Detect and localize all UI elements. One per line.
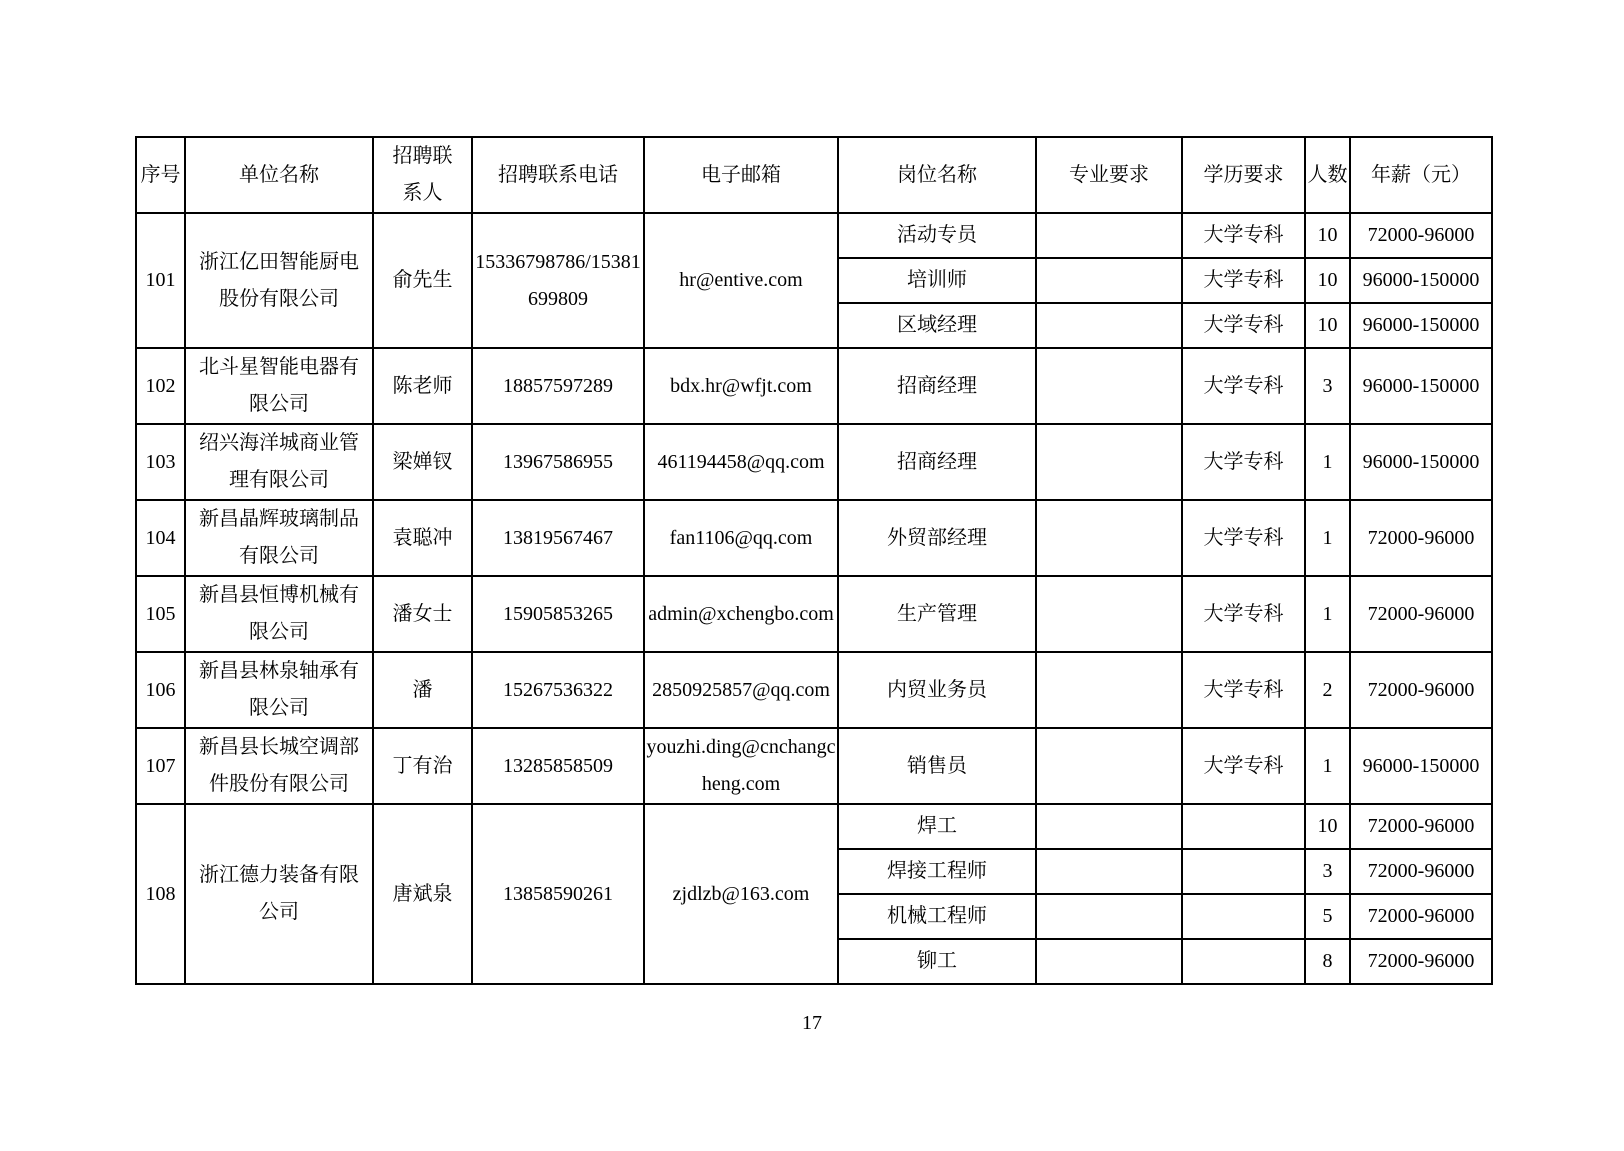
cell-phone: 15267536322 (472, 652, 644, 728)
cell-company: 新昌县长城空调部件股份有限公司 (185, 728, 373, 804)
cell-contact: 袁聪冲 (373, 500, 472, 576)
cell-contact: 潘 (373, 652, 472, 728)
cell-salary: 96000-150000 (1350, 303, 1492, 348)
table-row (136, 652, 1492, 728)
cell-major (1036, 849, 1182, 894)
cell-email: hr@entive.com (644, 213, 838, 348)
cell-salary: 96000-150000 (1350, 424, 1492, 500)
table-row (136, 348, 1492, 424)
table-row (136, 500, 1492, 576)
cell-email: fan1106@qq.com (644, 500, 838, 576)
cell-phone: 13967586955 (472, 424, 644, 500)
cell-major (1036, 348, 1182, 424)
cell-major (1036, 258, 1182, 303)
cell-salary: 72000-96000 (1350, 804, 1492, 849)
cell-position: 区域经理 (838, 303, 1036, 348)
cell-major (1036, 804, 1182, 849)
cell-education: 大学专科 (1182, 213, 1305, 258)
cell-salary: 72000-96000 (1350, 213, 1492, 258)
cell-position: 内贸业务员 (838, 652, 1036, 728)
table-row (136, 576, 1492, 652)
header-contact: 招聘联系人 (373, 137, 472, 213)
cell-phone: 13285858509 (472, 728, 644, 804)
cell-count: 3 (1305, 348, 1350, 424)
cell-count: 10 (1305, 213, 1350, 258)
cell-count: 1 (1305, 728, 1350, 804)
cell-seq: 102 (136, 348, 185, 424)
cell-email: admin@xchengbo.com (644, 576, 838, 652)
recruitment-table (135, 136, 1493, 985)
cell-count: 8 (1305, 939, 1350, 984)
cell-count: 3 (1305, 849, 1350, 894)
cell-education (1182, 939, 1305, 984)
cell-position: 机械工程师 (838, 894, 1036, 939)
cell-seq: 106 (136, 652, 185, 728)
cell-education: 大学专科 (1182, 424, 1305, 500)
cell-major (1036, 303, 1182, 348)
cell-position: 活动专员 (838, 213, 1036, 258)
cell-count: 1 (1305, 500, 1350, 576)
cell-seq: 105 (136, 576, 185, 652)
cell-salary: 72000-96000 (1350, 894, 1492, 939)
cell-education (1182, 804, 1305, 849)
cell-contact: 梁婵钗 (373, 424, 472, 500)
table-row (136, 728, 1492, 804)
table-row (136, 424, 1492, 500)
cell-salary: 72000-96000 (1350, 500, 1492, 576)
cell-seq: 101 (136, 213, 185, 348)
header-row (136, 137, 1492, 213)
cell-major (1036, 939, 1182, 984)
header-seq: 序号 (136, 137, 185, 213)
cell-salary: 96000-150000 (1350, 258, 1492, 303)
cell-seq: 107 (136, 728, 185, 804)
cell-position: 培训师 (838, 258, 1036, 303)
cell-position: 铆工 (838, 939, 1036, 984)
cell-count: 10 (1305, 303, 1350, 348)
cell-count: 5 (1305, 894, 1350, 939)
cell-position: 招商经理 (838, 424, 1036, 500)
cell-education: 大学专科 (1182, 258, 1305, 303)
table-row (136, 213, 1492, 258)
cell-salary: 72000-96000 (1350, 576, 1492, 652)
cell-email: zjdlzb@163.com (644, 804, 838, 984)
cell-salary: 72000-96000 (1350, 939, 1492, 984)
cell-email: 461194458@qq.com (644, 424, 838, 500)
cell-phone: 18857597289 (472, 348, 644, 424)
header-email: 电子邮箱 (644, 137, 838, 213)
cell-major (1036, 728, 1182, 804)
table-body (136, 213, 1492, 984)
cell-position: 焊工 (838, 804, 1036, 849)
cell-position: 外贸部经理 (838, 500, 1036, 576)
cell-salary: 96000-150000 (1350, 348, 1492, 424)
cell-company: 北斗星智能电器有限公司 (185, 348, 373, 424)
cell-education: 大学专科 (1182, 348, 1305, 424)
cell-position: 销售员 (838, 728, 1036, 804)
cell-count: 2 (1305, 652, 1350, 728)
cell-contact: 俞先生 (373, 213, 472, 348)
cell-count: 10 (1305, 258, 1350, 303)
cell-major (1036, 213, 1182, 258)
cell-email: bdx.hr@wfjt.com (644, 348, 838, 424)
cell-company: 浙江亿田智能厨电股份有限公司 (185, 213, 373, 348)
cell-education: 大学专科 (1182, 500, 1305, 576)
page-number: 17 (802, 1012, 822, 1034)
cell-major (1036, 894, 1182, 939)
cell-education (1182, 894, 1305, 939)
cell-major (1036, 576, 1182, 652)
cell-salary: 72000-96000 (1350, 849, 1492, 894)
cell-company: 新昌晶辉玻璃制品有限公司 (185, 500, 373, 576)
header-phone: 招聘联系电话 (472, 137, 644, 213)
header-major: 专业要求 (1036, 137, 1182, 213)
cell-major (1036, 652, 1182, 728)
header-company: 单位名称 (185, 137, 373, 213)
header-position: 岗位名称 (838, 137, 1036, 213)
cell-count: 1 (1305, 576, 1350, 652)
cell-phone: 15336798786/15381699809 (472, 213, 644, 348)
cell-phone: 15905853265 (472, 576, 644, 652)
cell-education: 大学专科 (1182, 576, 1305, 652)
cell-position: 生产管理 (838, 576, 1036, 652)
cell-position: 焊接工程师 (838, 849, 1036, 894)
cell-salary: 72000-96000 (1350, 652, 1492, 728)
cell-phone: 13819567467 (472, 500, 644, 576)
cell-company: 新昌县林泉轴承有限公司 (185, 652, 373, 728)
cell-company: 新昌县恒博机械有限公司 (185, 576, 373, 652)
cell-education: 大学专科 (1182, 728, 1305, 804)
cell-education: 大学专科 (1182, 303, 1305, 348)
header-count: 人数 (1305, 137, 1350, 213)
cell-contact: 潘女士 (373, 576, 472, 652)
cell-seq: 103 (136, 424, 185, 500)
cell-seq: 104 (136, 500, 185, 576)
cell-major (1036, 424, 1182, 500)
cell-major (1036, 500, 1182, 576)
cell-salary: 96000-150000 (1350, 728, 1492, 804)
cell-seq: 108 (136, 804, 185, 984)
cell-contact: 丁有治 (373, 728, 472, 804)
cell-contact: 唐斌泉 (373, 804, 472, 984)
cell-email: youzhi.ding@cnchangcheng.com (644, 728, 838, 804)
cell-count: 10 (1305, 804, 1350, 849)
cell-position: 招商经理 (838, 348, 1036, 424)
cell-company: 绍兴海洋城商业管理有限公司 (185, 424, 373, 500)
header-salary: 年薪（元） (1350, 137, 1492, 213)
header-education: 学历要求 (1182, 137, 1305, 213)
cell-education (1182, 849, 1305, 894)
cell-education: 大学专科 (1182, 652, 1305, 728)
cell-email: 2850925857@qq.com (644, 652, 838, 728)
cell-count: 1 (1305, 424, 1350, 500)
cell-phone: 13858590261 (472, 804, 644, 984)
cell-contact: 陈老师 (373, 348, 472, 424)
cell-company: 浙江德力装备有限公司 (185, 804, 373, 984)
table-row (136, 804, 1492, 849)
